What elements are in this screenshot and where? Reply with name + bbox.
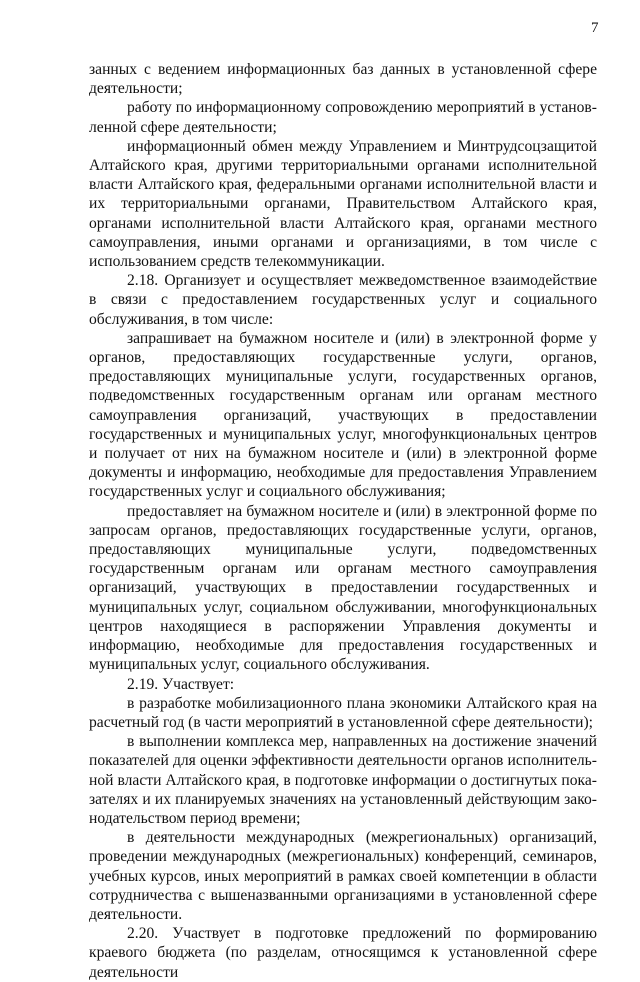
page-number: 7	[591, 20, 599, 36]
paragraph: в выполнении комплекса мер, направленных на достижение значений показателей для оценки эффективности деятельности органов исполнительной власти Алтайского края, в подготовке информации о достигнутых показателях и их планируемых значениях на установленный действующим законодательством период времени;	[89, 733, 597, 827]
section-2-20: 2.20. Участвует в подготовке предложений по формированию краевого бюджета (по разделам, относящимся к установленной сфере деятельности	[89, 925, 597, 981]
paragraph: занных с ведением информационных баз данных в установленной сфере деятельности;	[89, 61, 597, 98]
paragraph: информационный обмен между Управлением и Минтрудсоцзащитой Алтайского края, другими территориальными органами исполнительной власти Алтайского края, федеральными органами исполнительной власти и их территориальными органами, Правительством Алтайского края, органами исполнительной власти Алтайского края, органами местного самоуправления, иными органами и организациями, в том числе с использованием средств телекоммуникации.	[89, 137, 597, 271]
document-body	[89, 60, 597, 982]
paragraph: работу по информационному сопровождению мероприятий в установленной сфере деятельности;	[89, 99, 597, 136]
paragraph: предоставляет на бумажном носителе и (или) в электронной форме по запросам органов, предоставляющих государственные услуги, органов, предоставляющих муниципальные услуги, подведомственных государственным органам или органам местного самоуправления организаций, участвующих в предоставлении государственных и муниципальных услуг, социальном обслуживании, многофункциональных центров находящиеся в распоряжении Управления документы и информацию, необходимые для предоставления государственных и муниципальных услуг, социального обслуживания.	[89, 502, 597, 674]
section-2-18: 2.18. Организует и осуществляет межведомственное взаимодействие в связи с предоставлением государственных услуг и социального обслуживания, в том числе:	[89, 272, 597, 328]
paragraph: запрашивает на бумажном носителе и (или) в электронной форме у органов, предоставляющих государственные услуги, органов, предоставляющих муниципальные услуги, государственных органов, подведомственных государственным органам или органам местного самоуправления организаций, участвующих в предоставлении государственных и муниципальных услуг, многофункциональных центров и получает от них на бумажном носителе и (или) в электронной форме документы и информацию, необходимые для предоставления Управлением государственных услуг и социального обслуживания;	[89, 329, 597, 501]
paragraph: в деятельности международных (межрегиональных) организаций, проведении международных (межрегиональных) конференций, семинаров, учебных курсов, иных мероприятий в рамках своей компетенции в области сотрудничества с вышеназванными организациями в установленной сфере деятельности.	[89, 829, 597, 923]
paragraph: в разработке мобилизационного плана экономики Алтайского края на расчетный год (в части мероприятий в установленной сфере деятельности);	[89, 694, 597, 731]
section-2-19: 2.19. Участвует:	[127, 675, 235, 693]
